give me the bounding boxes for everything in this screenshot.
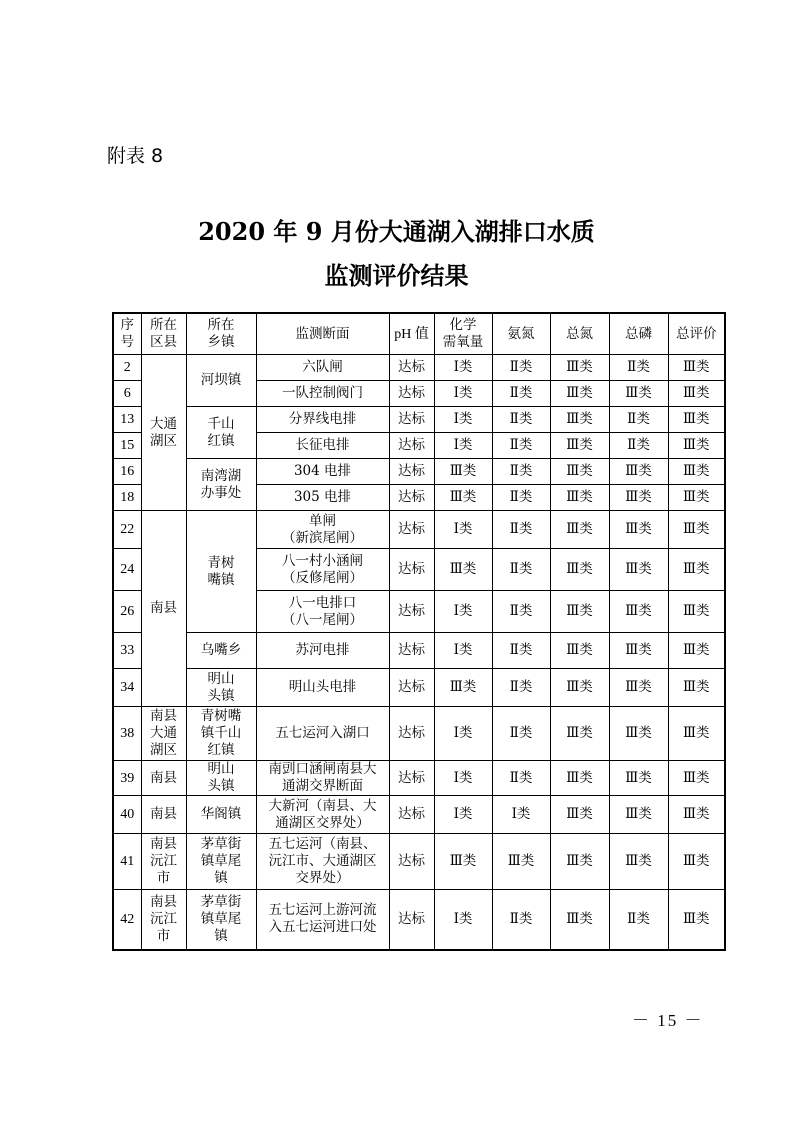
cell-ammonia: Ⅱ类 bbox=[492, 707, 550, 761]
cell-section: 五七运河上游河流 入五七运河进口处 bbox=[256, 890, 389, 950]
cell-ammonia: Ⅱ类 bbox=[492, 355, 550, 381]
cell-total-phosphorus: Ⅱ类 bbox=[609, 433, 668, 459]
cell-total-nitrogen: Ⅲ类 bbox=[550, 459, 609, 485]
cell-cod: Ⅰ类 bbox=[434, 407, 492, 433]
cell-cod: Ⅲ类 bbox=[434, 669, 492, 707]
cell-cod: Ⅲ类 bbox=[434, 549, 492, 591]
cell-total-phosphorus: Ⅱ类 bbox=[609, 890, 668, 950]
cell-cod: Ⅰ类 bbox=[434, 761, 492, 796]
cell-section: 明山头电排 bbox=[256, 669, 389, 707]
cell-overall: Ⅲ类 bbox=[668, 485, 725, 511]
appendix-label: 附表 8 bbox=[107, 145, 164, 167]
cell-total-nitrogen: Ⅲ类 bbox=[550, 407, 609, 433]
cell-overall: Ⅲ类 bbox=[668, 669, 725, 707]
cell-ammonia: Ⅱ类 bbox=[492, 549, 550, 591]
cell-ph: 达标 bbox=[389, 796, 434, 834]
cell-total-phosphorus: Ⅲ类 bbox=[609, 707, 668, 761]
town-huage: 华阁镇 bbox=[186, 796, 256, 834]
cell-ammonia: Ⅱ类 bbox=[492, 459, 550, 485]
cell-overall: Ⅲ类 bbox=[668, 761, 725, 796]
cell-cod: Ⅰ类 bbox=[434, 511, 492, 549]
cell-overall: Ⅲ类 bbox=[668, 433, 725, 459]
town-qianshan: 千山 红镇 bbox=[186, 407, 256, 459]
cell-total-nitrogen: Ⅲ类 bbox=[550, 381, 609, 407]
cell-ph: 达标 bbox=[389, 549, 434, 591]
cell-seq: 18 bbox=[113, 485, 141, 511]
cell-section: 八一电排口 （八一尾闸） bbox=[256, 591, 389, 633]
cell-ammonia: Ⅰ类 bbox=[492, 796, 550, 834]
cell-overall: Ⅲ类 bbox=[668, 707, 725, 761]
cell-overall: Ⅲ类 bbox=[668, 511, 725, 549]
cell-total-phosphorus: Ⅱ类 bbox=[609, 407, 668, 433]
town-maocaojie: 茅草街 镇草尾 镇 bbox=[186, 834, 256, 890]
cell-overall: Ⅲ类 bbox=[668, 834, 725, 890]
cell-ammonia: Ⅱ类 bbox=[492, 761, 550, 796]
cell-seq: 34 bbox=[113, 669, 141, 707]
cell-ph: 达标 bbox=[389, 761, 434, 796]
town-nanwan: 南湾湖 办事处 bbox=[186, 459, 256, 511]
cell-total-nitrogen: Ⅲ类 bbox=[550, 761, 609, 796]
cell-total-nitrogen: Ⅲ类 bbox=[550, 890, 609, 950]
cell-overall: Ⅲ类 bbox=[668, 796, 725, 834]
cell-cod: Ⅰ类 bbox=[434, 633, 492, 669]
cell-seq: 39 bbox=[113, 761, 141, 796]
table-row bbox=[113, 633, 725, 669]
cell-total-phosphorus: Ⅲ类 bbox=[609, 761, 668, 796]
cell-section: 305 电排 bbox=[256, 485, 389, 511]
cell-section: 南剅口涵闸南县大 通湖交界断面 bbox=[256, 761, 389, 796]
cell-ph: 达标 bbox=[389, 591, 434, 633]
cell-total-nitrogen: Ⅲ类 bbox=[550, 669, 609, 707]
table-row bbox=[113, 707, 725, 761]
cell-cod: Ⅲ类 bbox=[434, 834, 492, 890]
county-nanxian-yuanjiang: 南县 沅江 市 bbox=[141, 890, 186, 950]
cell-total-nitrogen: Ⅲ类 bbox=[550, 549, 609, 591]
table-row bbox=[113, 761, 725, 796]
cell-ph: 达标 bbox=[389, 633, 434, 669]
header-overall: 总评价 bbox=[668, 313, 725, 355]
cell-seq: 40 bbox=[113, 796, 141, 834]
table-row bbox=[113, 407, 725, 433]
cell-total-nitrogen: Ⅲ类 bbox=[550, 707, 609, 761]
cell-ammonia: Ⅱ类 bbox=[492, 591, 550, 633]
cell-section: 五七运河入湖口 bbox=[256, 707, 389, 761]
table-row bbox=[113, 890, 725, 950]
cell-ammonia: Ⅲ类 bbox=[492, 834, 550, 890]
cell-seq: 38 bbox=[113, 707, 141, 761]
cell-total-nitrogen: Ⅲ类 bbox=[550, 485, 609, 511]
cell-section: 长征电排 bbox=[256, 433, 389, 459]
cell-ph: 达标 bbox=[389, 407, 434, 433]
page-subtitle: 监测评价结果 bbox=[324, 261, 469, 290]
cell-ammonia: Ⅱ类 bbox=[492, 407, 550, 433]
header-section: 监测断面 bbox=[256, 313, 389, 355]
cell-ph: 达标 bbox=[389, 834, 434, 890]
cell-section: 五七运河（南县、 沅江市、大通湖区 交界处） bbox=[256, 834, 389, 890]
county-datong: 大通 湖区 bbox=[141, 355, 186, 511]
cell-section: 八一村小涵闸 （反修尾闸） bbox=[256, 549, 389, 591]
cell-seq: 42 bbox=[113, 890, 141, 950]
cell-ph: 达标 bbox=[389, 381, 434, 407]
cell-total-phosphorus: Ⅲ类 bbox=[609, 591, 668, 633]
cell-overall: Ⅲ类 bbox=[668, 407, 725, 433]
header-total-phosphorus: 总磷 bbox=[609, 313, 668, 355]
county-nanxian: 南县 bbox=[141, 796, 186, 834]
cell-ph: 达标 bbox=[389, 485, 434, 511]
cell-cod: Ⅰ类 bbox=[434, 890, 492, 950]
table-header-row bbox=[113, 313, 725, 355]
cell-ph: 达标 bbox=[389, 707, 434, 761]
cell-total-phosphorus: Ⅲ类 bbox=[609, 459, 668, 485]
county-nanxian: 南县 bbox=[141, 511, 186, 707]
header-ph: pH 值 bbox=[389, 313, 434, 355]
town-qingshu-qianshan: 青树嘴 镇千山 红镇 bbox=[186, 707, 256, 761]
cell-ph: 达标 bbox=[389, 355, 434, 381]
cell-total-nitrogen: Ⅲ类 bbox=[550, 834, 609, 890]
cell-section: 304 电排 bbox=[256, 459, 389, 485]
county-nanxian-yuanjiang: 南县 沅江 市 bbox=[141, 834, 186, 890]
cell-seq: 16 bbox=[113, 459, 141, 485]
table-row bbox=[113, 669, 725, 707]
cell-overall: Ⅲ类 bbox=[668, 459, 725, 485]
header-cod: 化学 需氧量 bbox=[434, 313, 492, 355]
cell-total-phosphorus: Ⅲ类 bbox=[609, 669, 668, 707]
cell-overall: Ⅲ类 bbox=[668, 355, 725, 381]
cell-seq: 2 bbox=[113, 355, 141, 381]
cell-total-nitrogen: Ⅲ类 bbox=[550, 433, 609, 459]
county-nanxian: 南县 bbox=[141, 761, 186, 796]
table-row bbox=[113, 459, 725, 485]
cell-section: 大新河（南县、大 通湖区交界处） bbox=[256, 796, 389, 834]
cell-ph: 达标 bbox=[389, 890, 434, 950]
cell-ammonia: Ⅱ类 bbox=[492, 485, 550, 511]
county-nanxian-datong: 南县 大通 湖区 bbox=[141, 707, 186, 761]
cell-overall: Ⅲ类 bbox=[668, 890, 725, 950]
cell-seq: 15 bbox=[113, 433, 141, 459]
header-seq: 序 号 bbox=[113, 313, 141, 355]
page-title: 2020 年 9 月份大通湖入湖排口水质 bbox=[198, 217, 595, 246]
cell-total-nitrogen: Ⅲ类 bbox=[550, 633, 609, 669]
cell-cod: Ⅲ类 bbox=[434, 485, 492, 511]
cell-seq: 6 bbox=[113, 381, 141, 407]
cell-seq: 41 bbox=[113, 834, 141, 890]
town-mingshantou: 明山 头镇 bbox=[186, 669, 256, 707]
table-row bbox=[113, 796, 725, 834]
cell-cod: Ⅲ类 bbox=[434, 459, 492, 485]
cell-ammonia: Ⅱ类 bbox=[492, 433, 550, 459]
cell-total-phosphorus: Ⅲ类 bbox=[609, 633, 668, 669]
cell-ph: 达标 bbox=[389, 669, 434, 707]
cell-cod: Ⅰ类 bbox=[434, 591, 492, 633]
cell-ammonia: Ⅱ类 bbox=[492, 633, 550, 669]
cell-total-phosphorus: Ⅱ类 bbox=[609, 355, 668, 381]
cell-total-phosphorus: Ⅲ类 bbox=[609, 796, 668, 834]
town-qingshuzui: 青树 嘴镇 bbox=[186, 511, 256, 633]
table-row bbox=[113, 834, 725, 890]
cell-cod: Ⅰ类 bbox=[434, 796, 492, 834]
cell-total-nitrogen: Ⅲ类 bbox=[550, 796, 609, 834]
water-quality-table bbox=[112, 312, 726, 951]
table-row bbox=[113, 511, 725, 549]
cell-cod: Ⅰ类 bbox=[434, 381, 492, 407]
town-wuzui: 乌嘴乡 bbox=[186, 633, 256, 669]
cell-seq: 26 bbox=[113, 591, 141, 633]
header-town: 所在 乡镇 bbox=[186, 313, 256, 355]
town-maocaojie: 茅草街 镇草尾 镇 bbox=[186, 890, 256, 950]
town-heba: 河坝镇 bbox=[186, 355, 256, 407]
cell-ammonia: Ⅱ类 bbox=[492, 381, 550, 407]
cell-cod: Ⅰ类 bbox=[434, 355, 492, 381]
table-row bbox=[113, 355, 725, 381]
cell-section: 苏河电排 bbox=[256, 633, 389, 669]
header-total-nitrogen: 总氮 bbox=[550, 313, 609, 355]
cell-cod: Ⅰ类 bbox=[434, 433, 492, 459]
cell-total-nitrogen: Ⅲ类 bbox=[550, 355, 609, 381]
cell-total-phosphorus: Ⅲ类 bbox=[609, 834, 668, 890]
cell-total-nitrogen: Ⅲ类 bbox=[550, 591, 609, 633]
cell-section: 分界线电排 bbox=[256, 407, 389, 433]
cell-seq: 24 bbox=[113, 549, 141, 591]
header-ammonia: 氨氮 bbox=[492, 313, 550, 355]
cell-overall: Ⅲ类 bbox=[668, 381, 725, 407]
cell-ph: 达标 bbox=[389, 433, 434, 459]
cell-ammonia: Ⅱ类 bbox=[492, 890, 550, 950]
cell-seq: 33 bbox=[113, 633, 141, 669]
cell-total-phosphorus: Ⅲ类 bbox=[609, 511, 668, 549]
cell-overall: Ⅲ类 bbox=[668, 549, 725, 591]
cell-total-phosphorus: Ⅲ类 bbox=[609, 381, 668, 407]
header-county: 所在 区县 bbox=[141, 313, 186, 355]
town-mingshantou: 明山 头镇 bbox=[186, 761, 256, 796]
cell-ammonia: Ⅱ类 bbox=[492, 669, 550, 707]
cell-section: 单闸 （新滨尾闸） bbox=[256, 511, 389, 549]
cell-ph: 达标 bbox=[389, 459, 434, 485]
cell-total-phosphorus: Ⅲ类 bbox=[609, 549, 668, 591]
cell-cod: Ⅰ类 bbox=[434, 707, 492, 761]
cell-overall: Ⅲ类 bbox=[668, 633, 725, 669]
cell-section: 一队控制阀门 bbox=[256, 381, 389, 407]
cell-ammonia: Ⅱ类 bbox=[492, 511, 550, 549]
page-number: － 15 － bbox=[632, 1011, 704, 1030]
cell-ph: 达标 bbox=[389, 511, 434, 549]
table-body bbox=[113, 313, 725, 950]
cell-overall: Ⅲ类 bbox=[668, 591, 725, 633]
cell-total-nitrogen: Ⅲ类 bbox=[550, 511, 609, 549]
cell-seq: 13 bbox=[113, 407, 141, 433]
cell-total-phosphorus: Ⅲ类 bbox=[609, 485, 668, 511]
cell-section: 六队闸 bbox=[256, 355, 389, 381]
cell-seq: 22 bbox=[113, 511, 141, 549]
